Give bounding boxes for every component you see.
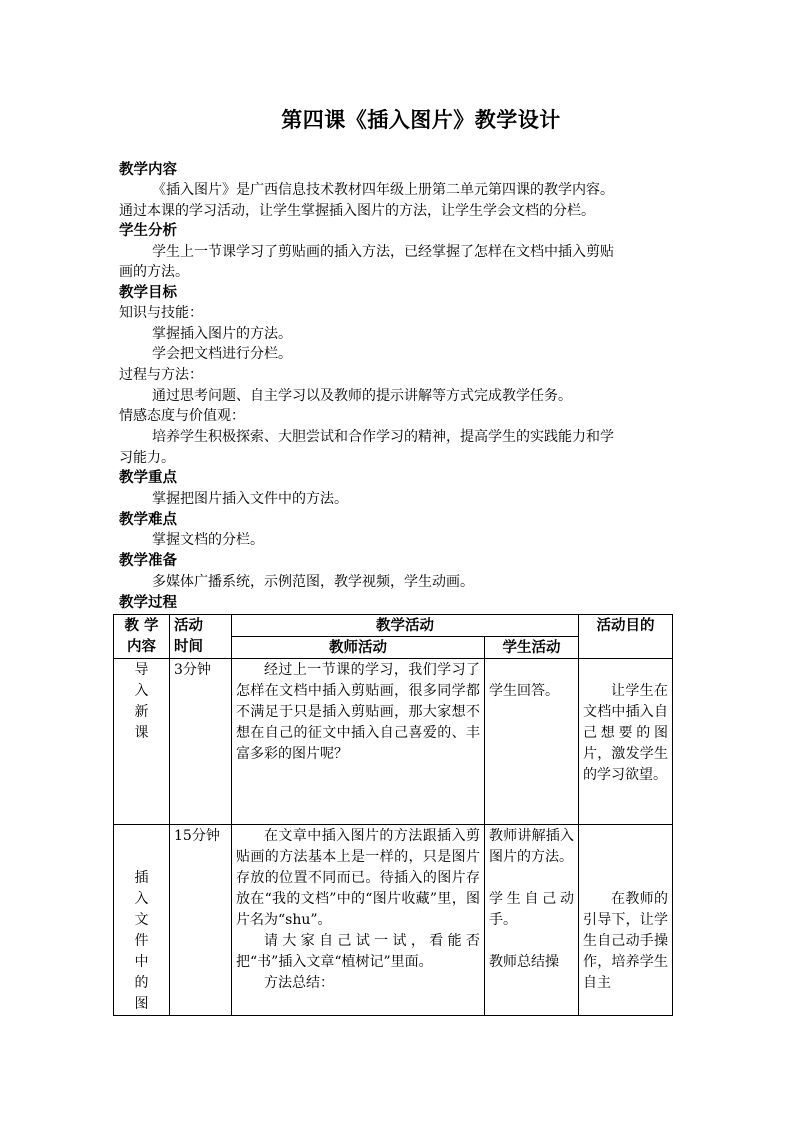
header-student: 学生活动 <box>485 637 579 659</box>
goal-emotion-2: 习能力。 <box>119 450 175 466</box>
row2-student-1: 教师讲解插入图片的方法。 <box>489 828 574 865</box>
header-content-line-1: 教 学 <box>124 617 159 634</box>
row2-student-activity <box>485 825 579 1016</box>
row1-student-activity: 学生回答。 <box>485 659 579 825</box>
difficulty-1: 掌握文档的分栏。 <box>152 532 264 548</box>
goal-emotion-label: 情感态度与价值观： <box>119 408 245 424</box>
row1-purpose <box>579 659 673 825</box>
table-row <box>114 659 673 825</box>
row1-content-char: 导 <box>134 662 149 678</box>
row2-student-3: 教师总结操 <box>489 954 559 970</box>
header-content-line-2: 内容 <box>127 638 156 655</box>
row2-content-char: 图 <box>134 996 149 1012</box>
row2-teacher-p2: 请大家自己试一试，看能否把“书”插入文章“植树记”里面。 <box>236 933 480 970</box>
goal-emotion-1: 培养学生积极探索、大胆尝试和合作学习的精神，提高学生的实践能力和学 <box>152 429 614 445</box>
header-activity: 教学活动 <box>232 615 579 637</box>
row1-purpose-text: 让学生在文档中插入自己想要的图片，激发学生的学习欲望。 <box>583 683 668 783</box>
row2-content <box>114 825 170 1016</box>
goal-knowledge-label: 知识与技能： <box>119 305 203 321</box>
table-row <box>114 825 673 1016</box>
goal-process-1: 通过思考问题、自主学习以及教师的提示讲解等方式完成教学任务。 <box>152 388 572 404</box>
row2-teacher-activity <box>232 825 485 1016</box>
key-point-1: 掌握把图片插入文件中的方法。 <box>152 491 348 507</box>
goal-knowledge-1: 掌握插入图片的方法。 <box>152 326 292 342</box>
row2-content-char: 件 <box>134 933 149 949</box>
heading-content: 教学内容 <box>119 161 177 178</box>
row2-content-char: 入 <box>134 891 149 907</box>
preparation-1: 多媒体广播系统，示例范图，教学视频，学生动画。 <box>152 574 474 590</box>
analysis-line-2: 画的方法。 <box>119 264 189 280</box>
header-content <box>114 615 170 659</box>
row2-content-char: 的 <box>134 975 149 991</box>
analysis-line-1: 学生上一节课学习了剪贴画的插入方法，已经掌握了怎样在文档中插入剪贴 <box>152 244 614 260</box>
heading-analysis: 学生分析 <box>119 222 177 239</box>
row2-content-char: 中 <box>134 954 149 970</box>
heading-goals: 教学目标 <box>119 284 177 301</box>
row1-teacher-activity <box>232 659 485 825</box>
goal-knowledge-2: 学会把文档进行分栏。 <box>152 346 292 362</box>
heading-difficulty: 教学难点 <box>119 511 177 528</box>
row2-time: 15分钟 <box>170 825 232 1016</box>
teaching-process-table <box>113 614 673 1016</box>
row1-content-char: 新 <box>134 704 149 720</box>
row2-purpose-text: 在教师的引导下，让学生自己动手操作，培养学生自主 <box>583 891 668 991</box>
header-time-line-1: 活动 <box>174 617 203 634</box>
row1-teacher-text: 经过上一节课的学习，我们学习了怎样在文档中插入剪贴画，很多同学都不满足于只是插入剪贴画，那大家想不想在自己的征文中插入自己喜爱的、丰富多彩的图片呢？ <box>236 662 480 762</box>
row2-teacher-p3: 方法总结： <box>264 975 334 991</box>
row2-content-char: 插 <box>134 870 149 886</box>
header-purpose: 活动目的 <box>579 615 673 659</box>
row2-content-char: 文 <box>134 912 149 928</box>
heading-key-points: 教学重点 <box>119 469 177 486</box>
row1-time: 3分钟 <box>170 659 232 825</box>
content-line-2: 通过本课的学习活动，让学生掌握插入图片的方法，让学生学会文档的分栏。 <box>119 203 595 219</box>
header-teacher: 教师活动 <box>232 637 485 659</box>
row2-purpose <box>579 825 673 1016</box>
row2-student-2: 学生自己动手。 <box>489 891 574 928</box>
goal-process-label: 过程与方法： <box>119 367 203 383</box>
row1-content-char: 课 <box>134 725 149 741</box>
row1-content-char: 入 <box>134 683 149 699</box>
row1-content <box>114 659 170 825</box>
heading-preparation: 教学准备 <box>119 552 177 569</box>
heading-process: 教学过程 <box>119 594 177 611</box>
row2-teacher-p1: 在文章中插入图片的方法跟插入剪贴画的方法基本上是一样的，只是图片存放的位置不同而已。待插入的图片存放在“我的文档”中的“图片收藏”里，图片名为“shu”。 <box>236 828 480 928</box>
content-line-1: 《插入图片》是广西信息技术教材四年级上册第二单元第四课的教学内容。 <box>152 182 614 198</box>
header-time-line-2: 时间 <box>174 638 203 655</box>
document-title: 第四课《插入图片》教学设计 <box>281 107 561 132</box>
header-time <box>170 615 232 659</box>
